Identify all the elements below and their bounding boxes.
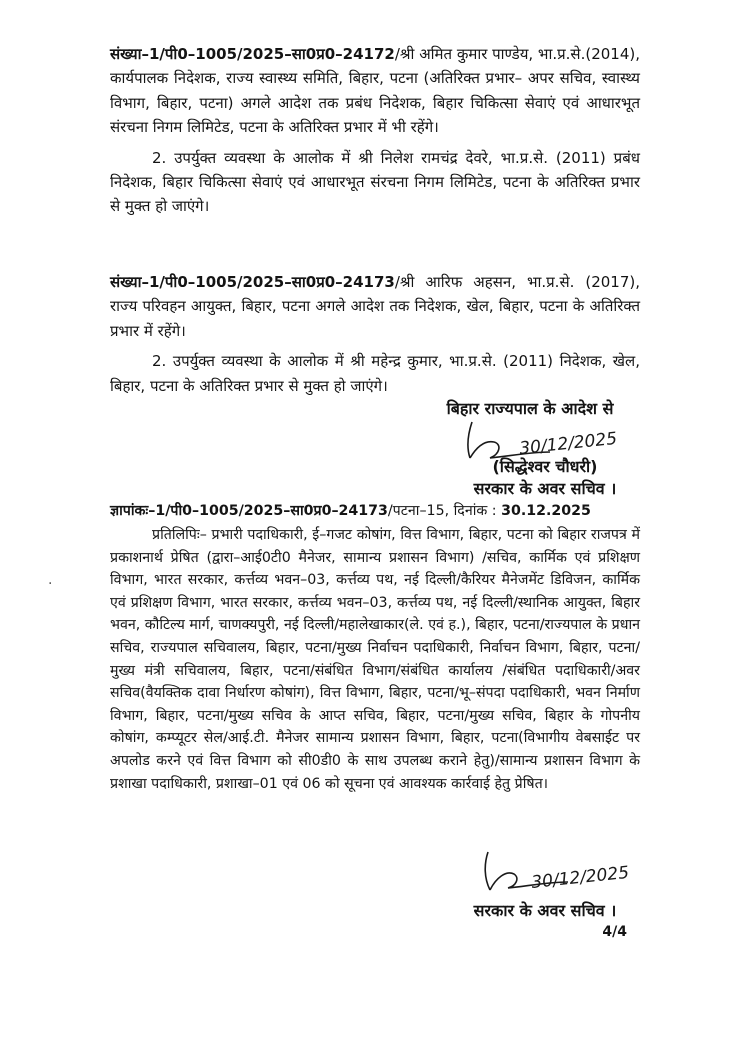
signature-2-date: 30/12/2025 [530, 862, 630, 893]
memo-header [110, 500, 640, 522]
order-1-paragraph [110, 42, 640, 140]
order-2-para-2: 2. उपर्युक्त व्यवस्था के आलोक में श्री महेन्द्र कुमार, भा.प्र.से. (2011) निदेशक, खेल, बिहार, पटना के अतिरिक्त प्रभार से मुक्त हो जाएंगे। [110, 352, 640, 395]
signature-1-date: 30/12/2025 [518, 428, 618, 459]
order-2-body: /श्री आरिफ अहसन, भा.प्र.से. (2017), राज्य परिवहन आयुक्त, बिहार, पटना अगले आदेश तक निदेशक, खेल, बिहार, पटना के अतिरिक्त प्रभार में रहेंगे। [110, 273, 640, 340]
order-1-body: /श्री अमित कुमार पाण्डेय, भा.प्र.से.(2014), कार्यपालक निदेशक, राज्य स्वास्थ्य समिति, बिहार, पटना (अतिरिक्त प्रभार– अपर सचिव, स्वास्थ्य विभाग, बिहार, पटना) अगले आदेश तक प्रबंध निदेशक, बिहार चिकित्सा सेवाएं एवं आधारभूत संरचना निगम लिमिटेड, पटना के अतिरिक्त प्रभार में भी रहेंगे। [110, 45, 640, 137]
signatory-designation-2: सरकार के अवर सचिव । [473, 901, 617, 920]
order-2 [110, 270, 640, 398]
order-2-number: संख्या–1/पी0–1005/2025–सा0प्र0–24173 [110, 273, 395, 291]
signature-block-1 [400, 398, 660, 420]
signatory-name: (सिद्धेश्वर चौधरी) [492, 457, 598, 476]
order-1-number: संख्या–1/पी0–1005/2025–सा0प्र0–24172 [110, 45, 395, 63]
order-1-para-2: 2. उपर्युक्त व्यवस्था के आलोक में श्री निलेश रामचंद्र देवरे, भा.प्र.से. (2011) प्रबंध निदेशक, बिहार चिकित्सा सेवाएं एवं आधारभूत संरचना निगम लिमिटेड, पटना के अतिरिक्त प्रभार से मुक्त हो जाएंगे। [110, 148, 640, 216]
governor-order-line: बिहार राज्यपाल के आदेश से [446, 399, 614, 418]
order-2-paragraph [110, 270, 640, 343]
memo-place: /पटना–15, दिनांक : [387, 503, 497, 519]
memo-section [110, 500, 640, 795]
signatory-details-1 [430, 456, 660, 500]
margin-dot: · [48, 576, 53, 592]
handwritten-signature-2 [478, 848, 658, 898]
page-number: 4/4 [602, 924, 627, 940]
memo-date: 30.12.2025 [501, 503, 591, 519]
order-1 [110, 42, 640, 219]
signatory-designation-1: सरकार के अवर सचिव । [473, 479, 617, 498]
memo-body: प्रतिलिपिः– प्रभारी पदाधिकारी, ई–गजट कोषांग, वित्त विभाग, बिहार, पटना को बिहार राजपत्र में प्रकाशनार्थ प्रेषित (द्वारा–आई0टी0 मैनेजर, सामान्य प्रशासन विभाग) /सचिव, कार्मिक एवं प्रशिक्षण विभाग, भारत सरकार, कर्त्तव्य भवन–03, कर्त्तव्य पथ, नई दिल्ली/कैरियर मैनेजमेंट डिविजन, कार्मिक एवं प्रशिक्षण विभाग, भारत सरकार, कर्त्तव्य भवन–03, कर्त्तव्य पथ, नई दिल्ली/स्थानिक आयुक्त, बिहार भवन, कौटिल्य मार्ग, चाणक्यपुरी, नई दिल्ली/महालेखाकार(ले. एवं ह.), बिहार, पटना/राज्यपाल के प्रधान सचिव, राज्यपाल सचिवालय, बिहार, पटना/मुख्य निर्वाचन पदाधिकारी, निर्वाचन विभाग, बिहार, पटना/मुख्य मंत्री सचिवालय, बिहार, पटना/संबंधित विभाग/संबंधित कार्यालय /संबंधित पदाधिकारी/अवर सचिव(वैयक्तिक दावा निर्धारण कोषांग), वित्त विभाग, बिहार, पटना/भू–संपदा पदाधिकारी, भवन निर्माण विभाग, बिहार, पटना/मुख्य सचिव के आप्त सचिव, बिहार, पटना/मुख्य सचिव, बिहार के गोपनीय कोषांग, कम्प्यूटर सेल/आई.टी. मैनेजर सामान्य प्रशासन विभाग, बिहार, पटना(विभागीय वेबसाईट पर अपलोड करने एवं वित्त विभाग को सी0डी0 के साथ उपलब्ध कराने हेतु)/सामान्य प्रशासन विभाग के प्रशाखा पदाधिकारी, प्रशाखा–01 एवं 06 को सूचना एवं आवश्यक कार्रवाई हेतु प्रेषित। [110, 527, 640, 792]
signature-block-2 [430, 900, 660, 922]
memo-number: ज्ञापांकः–1/पी0–1005/2025–सा0प्र0–24173 [110, 503, 388, 519]
